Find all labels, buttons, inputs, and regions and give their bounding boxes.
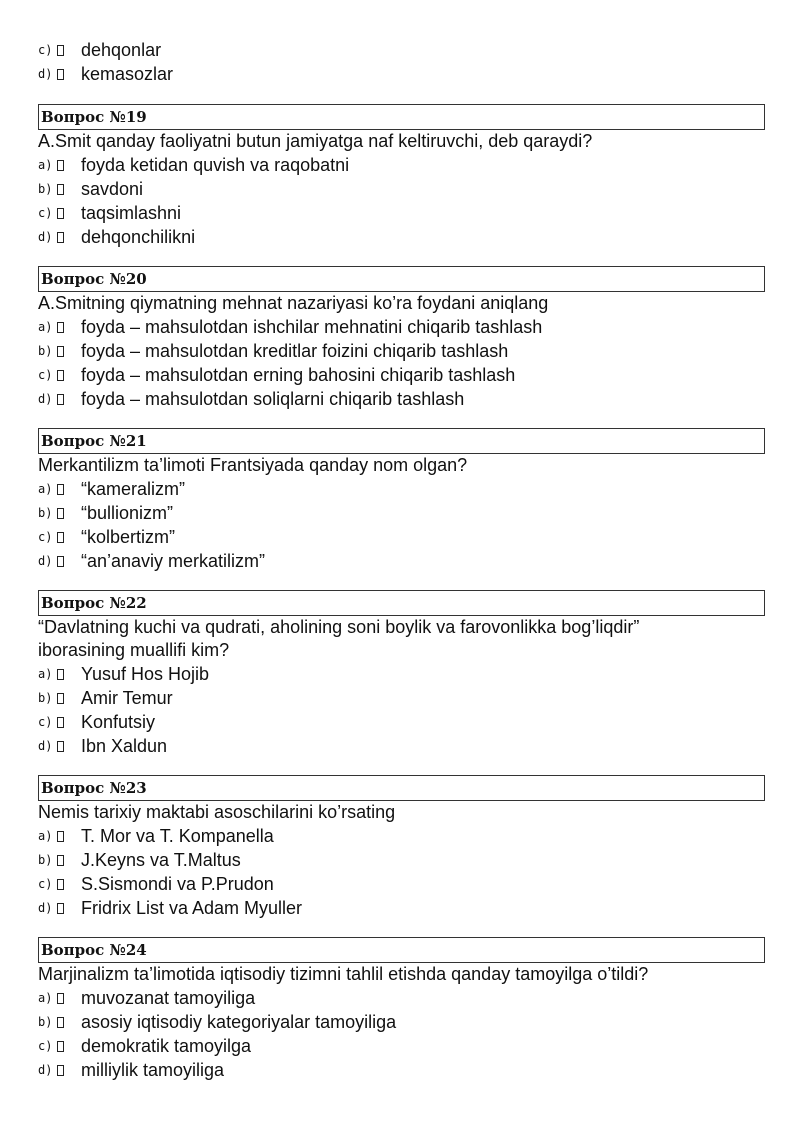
option-letter: b) bbox=[38, 691, 53, 705]
checkbox-icon[interactable] bbox=[57, 717, 64, 728]
option-letter: c) bbox=[38, 368, 53, 382]
question-text: A.Smit qanday faoliyatni butun jamiyatga naf keltiruvchi, deb qaraydi? bbox=[38, 131, 593, 151]
answer-option[interactable] bbox=[38, 387, 765, 411]
option-letter: d) bbox=[38, 230, 53, 244]
answer-option[interactable] bbox=[38, 1010, 765, 1034]
question-text: A.Smitning qiymatning mehnat nazariyasi ko’ra foydani aniqlang bbox=[38, 293, 549, 313]
option-text: “bullionizm” bbox=[81, 503, 174, 523]
checkbox-icon[interactable] bbox=[57, 160, 64, 171]
answer-option[interactable] bbox=[38, 38, 765, 62]
question-header: Вопрос №24 bbox=[38, 937, 765, 963]
checkbox-icon[interactable] bbox=[57, 508, 64, 519]
answer-option[interactable] bbox=[38, 153, 765, 177]
option-letter: c) bbox=[38, 1039, 53, 1053]
checkbox-icon[interactable] bbox=[57, 993, 64, 1004]
option-text: taqsimlashni bbox=[81, 203, 182, 223]
question-sheet bbox=[38, 38, 765, 1082]
option-letter: c) bbox=[38, 877, 53, 891]
answer-option[interactable] bbox=[38, 201, 765, 225]
checkbox-icon[interactable] bbox=[57, 1065, 64, 1076]
option-text: “an’anaviy merkatilizm” bbox=[81, 551, 266, 571]
option-letter: c) bbox=[38, 715, 53, 729]
answer-option[interactable] bbox=[38, 1034, 765, 1058]
checkbox-icon[interactable] bbox=[57, 232, 64, 243]
answer-option[interactable] bbox=[38, 824, 765, 848]
option-letter: d) bbox=[38, 739, 53, 753]
answer-option[interactable] bbox=[38, 686, 765, 710]
question-block bbox=[38, 266, 765, 411]
checkbox-icon[interactable] bbox=[57, 69, 64, 80]
option-text: Yusuf Hos Hojib bbox=[81, 664, 210, 684]
question-text: Marjinalizm ta’limotida iqtisodiy tizimni tahlil etishda qanday tamoyilga o’tildi? bbox=[38, 964, 649, 984]
answer-option[interactable] bbox=[38, 734, 765, 758]
answer-option[interactable] bbox=[38, 662, 765, 686]
answer-option[interactable] bbox=[38, 848, 765, 872]
option-letter: d) bbox=[38, 67, 53, 81]
option-text: foyda ketidan quvish va raqobatni bbox=[81, 155, 350, 175]
option-letter: b) bbox=[38, 344, 53, 358]
option-text: “kolbertizm” bbox=[81, 527, 176, 547]
checkbox-icon[interactable] bbox=[57, 903, 64, 914]
option-letter: b) bbox=[38, 506, 53, 520]
checkbox-icon[interactable] bbox=[57, 45, 64, 56]
checkbox-icon[interactable] bbox=[57, 184, 64, 195]
option-letter: a) bbox=[38, 829, 53, 843]
option-text: “kameralizm” bbox=[81, 479, 186, 499]
option-text: J.Keyns va T.Maltus bbox=[81, 850, 241, 870]
option-text: foyda – mahsulotdan soliqlarni chiqarib tashlash bbox=[81, 389, 465, 409]
answer-option[interactable] bbox=[38, 477, 765, 501]
option-text: demokratik tamoyilga bbox=[81, 1036, 252, 1056]
answer-option[interactable] bbox=[38, 525, 765, 549]
option-letter: b) bbox=[38, 182, 53, 196]
question-text: Merkantilizm ta’limoti Frantsiyada qanday nom olgan? bbox=[38, 455, 468, 475]
option-text: milliylik tamoyiliga bbox=[81, 1060, 225, 1080]
option-text: Fridrix List va Adam Myuller bbox=[81, 898, 303, 918]
option-letter: d) bbox=[38, 1063, 53, 1077]
option-letter: c) bbox=[38, 43, 53, 57]
answer-option[interactable] bbox=[38, 225, 765, 249]
option-letter: d) bbox=[38, 392, 53, 406]
option-letter: a) bbox=[38, 320, 53, 334]
option-text: T. Mor va T. Kompanella bbox=[81, 826, 274, 846]
question-header: Вопрос №23 bbox=[38, 775, 765, 801]
answer-option[interactable] bbox=[38, 62, 765, 86]
question-block bbox=[38, 775, 765, 920]
checkbox-icon[interactable] bbox=[57, 370, 64, 381]
checkbox-icon[interactable] bbox=[57, 532, 64, 543]
answer-option[interactable] bbox=[38, 1058, 765, 1082]
checkbox-icon[interactable] bbox=[57, 879, 64, 890]
answer-option[interactable] bbox=[38, 177, 765, 201]
option-letter: b) bbox=[38, 1015, 53, 1029]
answer-option[interactable] bbox=[38, 501, 765, 525]
answer-option[interactable] bbox=[38, 339, 765, 363]
option-text: dehqonlar bbox=[81, 40, 162, 60]
answer-option[interactable] bbox=[38, 315, 765, 339]
checkbox-icon[interactable] bbox=[57, 1041, 64, 1052]
option-text: foyda – mahsulotdan kreditlar foizini chiqarib tashlash bbox=[81, 341, 509, 361]
question-block bbox=[38, 937, 765, 1082]
checkbox-icon[interactable] bbox=[57, 669, 64, 680]
option-text: foyda – mahsulotdan ishchilar mehnatini chiqarib tashlash bbox=[81, 317, 543, 337]
question-block bbox=[38, 104, 765, 249]
option-text: Amir Temur bbox=[81, 688, 173, 708]
checkbox-icon[interactable] bbox=[57, 556, 64, 567]
answer-option[interactable] bbox=[38, 986, 765, 1010]
previous-question-options bbox=[38, 38, 765, 86]
option-letter: a) bbox=[38, 991, 53, 1005]
question-text: “Davlatning kuchi va qudrati, aholining soni boylik va farovonlikka bog’liqdir” iborasining muallifi kim? bbox=[38, 617, 640, 660]
checkbox-icon[interactable] bbox=[57, 741, 64, 752]
option-text: muvozanat tamoyiliga bbox=[81, 988, 256, 1008]
option-text: S.Sismondi va P.Prudon bbox=[81, 874, 274, 894]
option-text: asosiy iqtisodiy kategoriyalar tamoyiliga bbox=[81, 1012, 397, 1032]
question-header: Вопрос №22 bbox=[38, 590, 765, 616]
answer-option[interactable] bbox=[38, 872, 765, 896]
answer-option[interactable] bbox=[38, 896, 765, 920]
option-text: Konfutsiy bbox=[81, 712, 156, 732]
option-letter: a) bbox=[38, 667, 53, 681]
question-text: Nemis tarixiy maktabi asoschilarini ko’rsating bbox=[38, 802, 396, 822]
answer-option[interactable] bbox=[38, 710, 765, 734]
option-letter: a) bbox=[38, 482, 53, 496]
checkbox-icon[interactable] bbox=[57, 831, 64, 842]
checkbox-icon[interactable] bbox=[57, 1017, 64, 1028]
option-letter: d) bbox=[38, 901, 53, 915]
question-header: Вопрос №19 bbox=[38, 104, 765, 130]
answer-option[interactable] bbox=[38, 549, 765, 573]
checkbox-icon[interactable] bbox=[57, 693, 64, 704]
checkbox-icon[interactable] bbox=[57, 322, 64, 333]
option-letter: c) bbox=[38, 206, 53, 220]
option-letter: c) bbox=[38, 530, 53, 544]
option-text: kemasozlar bbox=[81, 64, 174, 84]
question-block bbox=[38, 428, 765, 573]
question-block bbox=[38, 590, 765, 758]
checkbox-icon[interactable] bbox=[57, 855, 64, 866]
option-text: dehqonchilikni bbox=[81, 227, 196, 247]
checkbox-icon[interactable] bbox=[57, 208, 64, 219]
question-header: Вопрос №21 bbox=[38, 428, 765, 454]
option-text: foyda – mahsulotdan erning bahosini chiqarib tashlash bbox=[81, 365, 516, 385]
checkbox-icon[interactable] bbox=[57, 394, 64, 405]
option-text: Ibn Xaldun bbox=[81, 736, 168, 756]
option-text: savdoni bbox=[81, 179, 144, 199]
question-header: Вопрос №20 bbox=[38, 266, 765, 292]
option-letter: d) bbox=[38, 554, 53, 568]
answer-option[interactable] bbox=[38, 363, 765, 387]
option-letter: b) bbox=[38, 853, 53, 867]
checkbox-icon[interactable] bbox=[57, 346, 64, 357]
checkbox-icon[interactable] bbox=[57, 484, 64, 495]
option-letter: a) bbox=[38, 158, 53, 172]
